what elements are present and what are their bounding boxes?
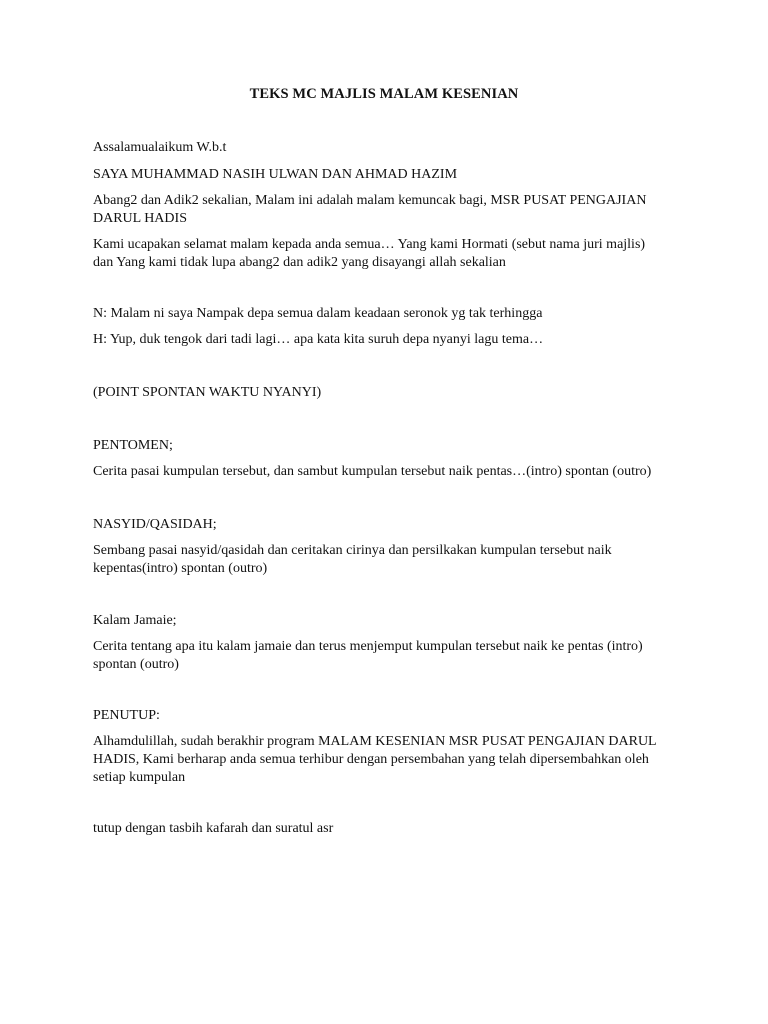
dialog-n-text: N: Malam ni saya Nampak depa semua dalam keadaan seronok yg tak terhingga [93,306,543,321]
point-spontan-note: (POINT SPONTAN WAKTU NYANYI) [93,385,322,400]
pentomen-heading: PENTOMEN; [93,438,173,453]
nasyid-line: kepentas(intro) spontan (outro) [93,561,268,576]
closing-note: tutup dengan tasbih kafarah dan suratul asr [93,821,334,836]
penutup-line: setiap kumpulan [93,770,186,785]
document-title: TEKS MC MAJLIS MALAM KESENIAN [249,86,519,102]
introduction-text: SAYA MUHAMMAD NASIH ULWAN DAN AHMAD HAZIM [93,167,458,182]
penutup-line: HADIS, Kami berharap anda semua terhibur dengan persembahan yang telah dipersembahkan oleh [93,752,649,767]
address-line: Abang2 dan Adik2 sekalian, Malam ini adalah malam kemuncak bagi, MSR PUSAT PENGAJIAN [93,193,647,208]
nasyid-heading: NASYID/QASIDAH; [93,517,217,532]
welcome-line: Kami ucapakan selamat malam kepada anda semua… Yang kami Hormati (sebut nama juri majlis) [93,237,646,252]
welcome-line: dan Yang kami tidak lupa abang2 dan adik2 yang disayangi allah sekalian [93,255,506,270]
greeting-text: Assalamualaikum W.b.t [93,140,227,155]
address-paragraph [93,192,668,228]
kalam-paragraph [93,638,668,674]
penutup-line: Alhamdulillah, sudah berakhir program MALAM KESENIAN MSR PUSAT PENGAJIAN DARUL [93,734,657,749]
kalam-heading: Kalam Jamaie; [93,613,177,628]
penutup-heading: PENUTUP: [93,708,160,723]
penutup-paragraph [93,733,668,787]
welcome-paragraph [93,236,668,272]
kalam-line: spontan (outro) [93,657,179,672]
nasyid-line: Sembang pasai nasyid/qasidah dan ceritakan cirinya dan persilkakan kumpulan tersebut naik [93,543,612,558]
kalam-line: Cerita tentang apa itu kalam jamaie dan terus menjemput kumpulan tersebut naik ke pentas (intro) [93,639,643,654]
address-line: DARUL HADIS [93,211,187,226]
pentomen-text: Cerita pasai kumpulan tersebut, dan sambut kumpulan tersebut naik pentas…(intro) spontan (outro) [93,464,652,479]
dialog-h-text: H: Yup, duk tengok dari tadi lagi… apa kata kita suruh depa nyanyi lagu tema… [93,332,544,347]
nasyid-paragraph [93,542,668,578]
